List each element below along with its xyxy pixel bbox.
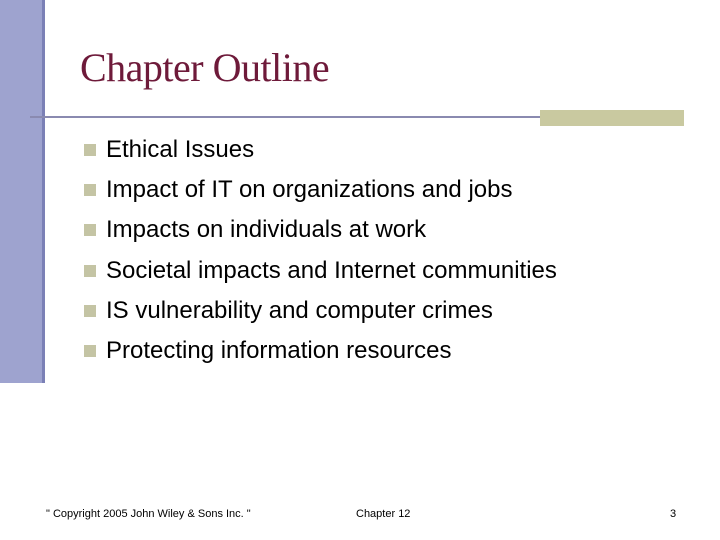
square-bullet-icon (84, 265, 96, 277)
square-bullet-icon (84, 345, 96, 357)
square-bullet-icon (84, 224, 96, 236)
bullet-text: Protecting information resources (106, 337, 452, 365)
bullet-item (84, 291, 557, 331)
bullet-text: Impact of IT on organizations and jobs (106, 176, 513, 204)
bullet-text: Impacts on individuals at work (106, 216, 427, 244)
square-bullet-icon (84, 144, 96, 156)
bullet-item (84, 251, 557, 291)
footer-chapter: Chapter 12 (356, 508, 411, 520)
bullet-list (84, 130, 557, 371)
left-decorative-bar (0, 0, 45, 383)
bullet-text: Ethical Issues (106, 136, 255, 164)
bullet-text: IS vulnerability and computer crimes (106, 296, 493, 324)
divider-accent-block (540, 110, 684, 126)
bullet-item (84, 331, 557, 371)
slide-title: Chapter Outline (80, 45, 330, 90)
bullet-item (84, 170, 557, 210)
square-bullet-icon (84, 305, 96, 317)
footer-copyright: " Copyright 2005 John Wiley & Sons Inc. " (46, 508, 251, 520)
bullet-item (84, 130, 557, 170)
bullet-text: Societal impacts and Internet communities (106, 256, 557, 284)
square-bullet-icon (84, 184, 96, 196)
page-number: 3 (670, 508, 677, 520)
bullet-item (84, 210, 557, 250)
